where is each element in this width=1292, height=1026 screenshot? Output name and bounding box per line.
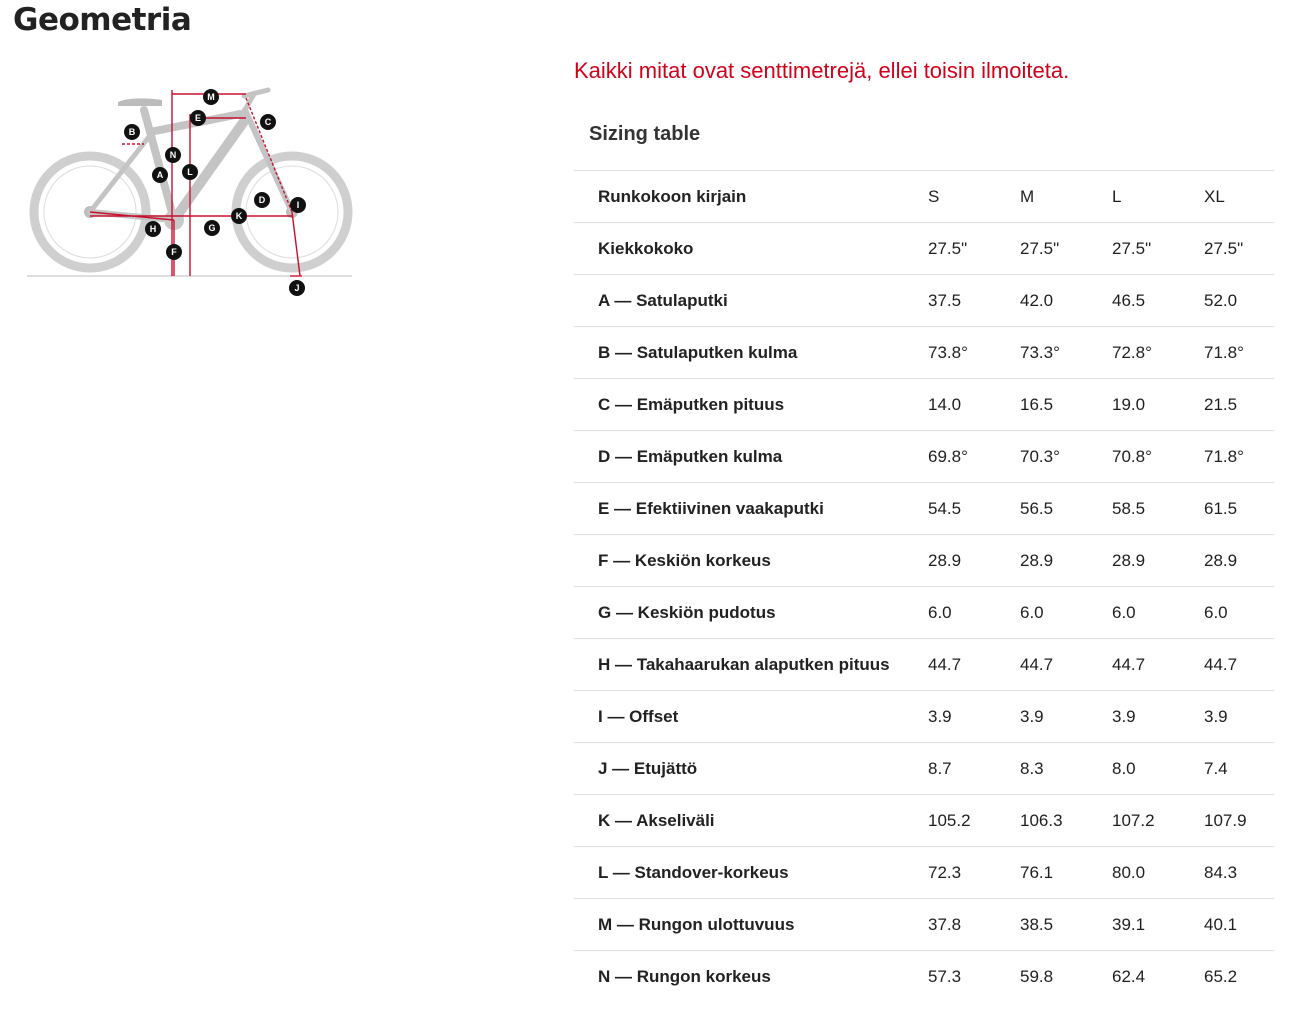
- table-row: [574, 587, 1274, 639]
- row-value: 71.8°: [1204, 327, 1274, 379]
- row-label: N — Rungon korkeus: [574, 951, 928, 1003]
- svg-text:M: M: [207, 92, 215, 102]
- row-label: I — Offset: [574, 691, 928, 743]
- table-row: [574, 275, 1274, 327]
- row-value: 44.7: [1020, 639, 1112, 691]
- table-row: [574, 743, 1274, 795]
- row-value: 27.5": [928, 223, 1020, 275]
- table-row: [574, 379, 1274, 431]
- row-value: 80.0: [1112, 847, 1204, 899]
- svg-text:A: A: [156, 170, 164, 180]
- table-row: [574, 951, 1274, 1003]
- row-label: E — Efektiivinen vaakaputki: [574, 483, 928, 535]
- row-value: 76.1: [1020, 847, 1112, 899]
- row-value: 61.5: [1204, 483, 1274, 535]
- row-value: 72.3: [928, 847, 1020, 899]
- row-value: 28.9: [1112, 535, 1204, 587]
- row-label: J — Etujättö: [574, 743, 928, 795]
- row-value: 8.3: [1020, 743, 1112, 795]
- svg-text:G: G: [208, 223, 216, 233]
- row-value: 73.8°: [928, 327, 1020, 379]
- row-value: 56.5: [1020, 483, 1112, 535]
- row-value: 105.2: [928, 795, 1020, 847]
- row-value: 28.9: [1020, 535, 1112, 587]
- sizing-table: [574, 170, 1274, 1002]
- svg-text:F: F: [171, 247, 177, 257]
- row-value: 46.5: [1112, 275, 1204, 327]
- row-label: D — Emäputken kulma: [574, 431, 928, 483]
- size-header: S: [928, 171, 1020, 223]
- svg-text:I: I: [296, 200, 300, 210]
- table-row: [574, 639, 1274, 691]
- row-value: 8.7: [928, 743, 1020, 795]
- page-title: Geometria: [13, 2, 192, 38]
- row-label: L — Standover-korkeus: [574, 847, 928, 899]
- table-row: [574, 899, 1274, 951]
- row-value: 107.9: [1204, 795, 1274, 847]
- row-value: 37.5: [928, 275, 1020, 327]
- row-label: B — Satulaputken kulma: [574, 327, 928, 379]
- size-header: M: [1020, 171, 1112, 223]
- row-value: 3.9: [1020, 691, 1112, 743]
- units-note: Kaikki mitat ovat senttimetrejä, ellei toisin ilmoiteta.: [574, 58, 1070, 83]
- table-row: [574, 795, 1274, 847]
- row-value: 27.5": [1112, 223, 1204, 275]
- row-label: G — Keskiön pudotus: [574, 587, 928, 639]
- row-value: 58.5: [1112, 483, 1204, 535]
- row-value: 71.8°: [1204, 431, 1274, 483]
- svg-text:K: K: [235, 211, 243, 221]
- row-label: Kiekkokoko: [574, 223, 928, 275]
- table-row: [574, 327, 1274, 379]
- row-value: 19.0: [1112, 379, 1204, 431]
- row-value: 65.2: [1204, 951, 1274, 1003]
- svg-text:L: L: [187, 167, 193, 177]
- row-value: 39.1: [1112, 899, 1204, 951]
- table-row: [574, 691, 1274, 743]
- size-header: L: [1112, 171, 1204, 223]
- row-label: K — Akseliväli: [574, 795, 928, 847]
- row-value: 3.9: [1112, 691, 1204, 743]
- row-value: 6.0: [928, 587, 1020, 639]
- row-value: 62.4: [1112, 951, 1204, 1003]
- row-value: 27.5": [1020, 223, 1112, 275]
- row-value: 59.8: [1020, 951, 1112, 1003]
- row-value: 52.0: [1204, 275, 1274, 327]
- row-value: 72.8°: [1112, 327, 1204, 379]
- row-label: C — Emäputken pituus: [574, 379, 928, 431]
- row-label: A — Satulaputki: [574, 275, 928, 327]
- row-value: 6.0: [1204, 587, 1274, 639]
- svg-text:D: D: [258, 195, 266, 205]
- row-value: 40.1: [1204, 899, 1274, 951]
- row-value: 54.5: [928, 483, 1020, 535]
- bicycle-geometry-diagram-icon: [22, 80, 362, 305]
- row-label: M — Rungon ulottuvuus: [574, 899, 928, 951]
- row-value: 106.3: [1020, 795, 1112, 847]
- row-label: F — Keskiön korkeus: [574, 535, 928, 587]
- row-label: H — Takahaarukan alaputken pituus: [574, 639, 928, 691]
- svg-text:H: H: [149, 224, 157, 234]
- row-value: 70.8°: [1112, 431, 1204, 483]
- row-value: 57.3: [928, 951, 1020, 1003]
- row-value: 44.7: [928, 639, 1020, 691]
- row-value: 14.0: [928, 379, 1020, 431]
- row-value: 42.0: [1020, 275, 1112, 327]
- table-header-row: [574, 171, 1274, 223]
- row-value: 6.0: [1112, 587, 1204, 639]
- header-label: Runkokoon kirjain: [574, 171, 928, 223]
- svg-text:B: B: [128, 127, 136, 137]
- row-value: 44.7: [1112, 639, 1204, 691]
- svg-text:J: J: [294, 283, 300, 293]
- svg-text:N: N: [169, 150, 177, 160]
- row-value: 38.5: [1020, 899, 1112, 951]
- row-value: 84.3: [1204, 847, 1274, 899]
- table-row: [574, 847, 1274, 899]
- row-value: 28.9: [928, 535, 1020, 587]
- row-value: 69.8°: [928, 431, 1020, 483]
- table-title: Sizing table: [589, 123, 701, 145]
- table-row: [574, 431, 1274, 483]
- row-value: 8.0: [1112, 743, 1204, 795]
- row-value: 3.9: [928, 691, 1020, 743]
- table-row: [574, 223, 1274, 275]
- row-value: 37.8: [928, 899, 1020, 951]
- row-value: 70.3°: [1020, 431, 1112, 483]
- table-row: [574, 535, 1274, 587]
- row-value: 44.7: [1204, 639, 1274, 691]
- svg-text:E: E: [194, 113, 202, 123]
- row-value: 107.2: [1112, 795, 1204, 847]
- row-value: 7.4: [1204, 743, 1274, 795]
- row-value: 3.9: [1204, 691, 1274, 743]
- row-value: 6.0: [1020, 587, 1112, 639]
- size-header: XL: [1204, 171, 1274, 223]
- row-value: 73.3°: [1020, 327, 1112, 379]
- row-value: 21.5: [1204, 379, 1274, 431]
- table-row: [574, 483, 1274, 535]
- row-value: 27.5": [1204, 223, 1274, 275]
- row-value: 28.9: [1204, 535, 1274, 587]
- svg-text:C: C: [264, 117, 272, 127]
- row-value: 16.5: [1020, 379, 1112, 431]
